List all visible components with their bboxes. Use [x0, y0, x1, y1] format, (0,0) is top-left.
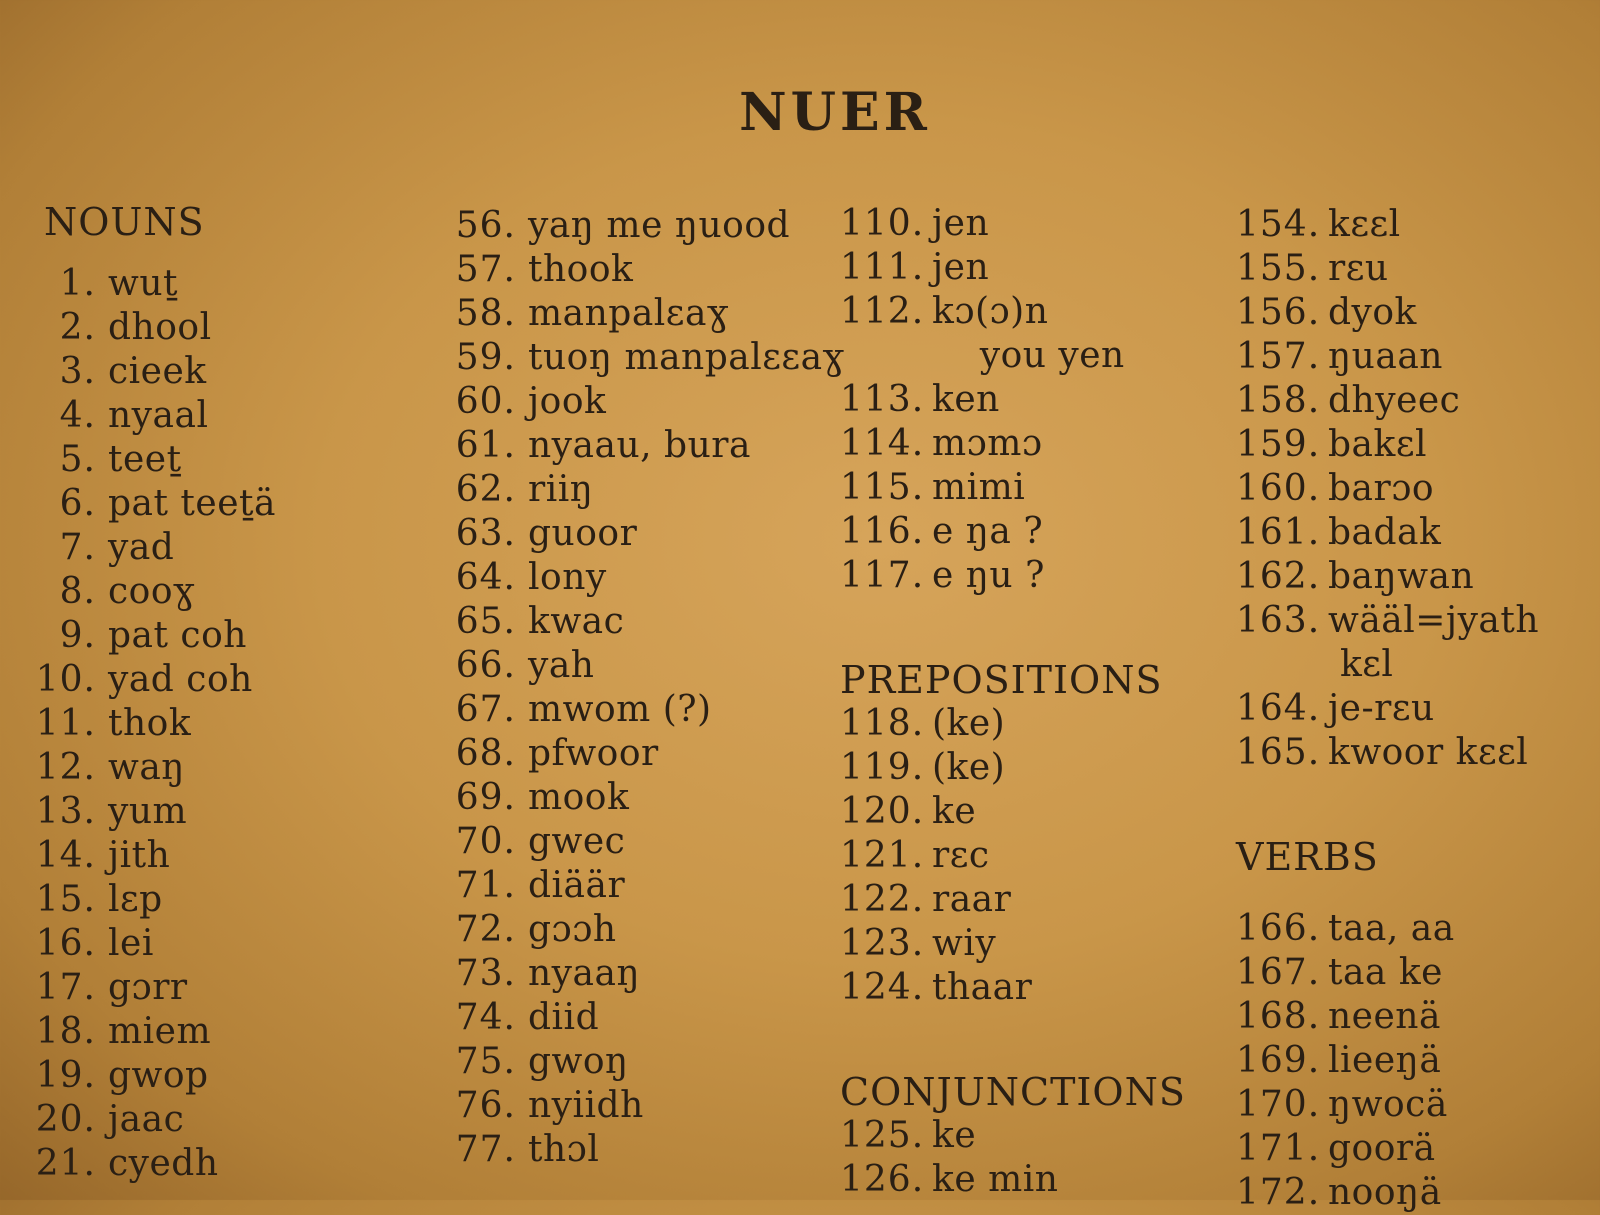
entry-word: pat coh [108, 615, 247, 656]
entry-word: teeṯ [108, 439, 182, 480]
entry-number: 71. [455, 865, 516, 906]
entry-word: dhool [108, 307, 212, 348]
entry-number: 64. [455, 557, 516, 598]
section-heading-prepositions: PREPOSITIONS [840, 658, 1163, 702]
entry-word: cyedh [108, 1143, 219, 1184]
list-item [840, 334, 1186, 378]
entry-word: wuṯ [108, 263, 178, 304]
entry-word: jen [932, 247, 990, 288]
entry-number: 72. [455, 909, 516, 950]
list-item [1236, 379, 1539, 423]
entry-word: yaŋ me ŋuood [528, 205, 791, 246]
entry-number: 168. [1236, 996, 1321, 1037]
list-item [840, 702, 1186, 746]
entry-number: 123. [840, 923, 925, 964]
list-item [436, 908, 845, 952]
list-item [436, 204, 845, 248]
list-item [26, 834, 276, 878]
list-item [1236, 1083, 1539, 1127]
entry-word: pfwoor [528, 733, 659, 774]
entry-number: 114. [840, 423, 925, 464]
word-list [436, 204, 845, 1172]
entry-word: mwom (?) [528, 689, 712, 730]
entry-number: 60. [455, 381, 516, 422]
entry-word: goorä [1328, 1128, 1436, 1169]
entry-number: 8. [59, 571, 96, 612]
list-item [1236, 951, 1539, 995]
entry-number: 125. [840, 1115, 925, 1156]
entry-word: kɛɛl [1328, 204, 1401, 245]
list-item [436, 292, 845, 336]
word-list [840, 702, 1186, 1010]
entry-word: kwoor kɛɛl [1328, 732, 1529, 773]
list-item [436, 424, 845, 468]
list-item [436, 600, 845, 644]
entry-number: 58. [455, 293, 516, 334]
entry-number: 124. [840, 967, 925, 1008]
entry-word: yad coh [108, 659, 253, 700]
entry-number: 155. [1236, 248, 1321, 289]
list-item [436, 996, 845, 1040]
entry-number: 165. [1236, 732, 1321, 773]
entry-word: rɛu [1328, 248, 1389, 289]
entry-word: ŋuaan [1328, 336, 1443, 377]
entry-number: 119. [840, 747, 925, 788]
entry-number: 14. [35, 835, 96, 876]
entry-word: taa ke [1328, 952, 1443, 993]
entry-word: nyaal [108, 395, 209, 436]
entry-number: 9. [59, 615, 96, 656]
list-item [840, 422, 1186, 466]
entry-word: dhyeec [1328, 380, 1461, 421]
list-item [26, 1098, 276, 1142]
list-item [840, 378, 1186, 422]
list-item [840, 922, 1186, 966]
entry-word: diäär [528, 865, 626, 906]
list-item [840, 1114, 1186, 1158]
list-item [436, 820, 845, 864]
entry-word: nyaaŋ [528, 953, 641, 994]
entry-word: wiy [932, 923, 997, 964]
list-item [840, 834, 1186, 878]
entry-number: 157. [1236, 336, 1321, 377]
entry-word: kɔ(ɔ)n [932, 291, 1049, 332]
entry-number: 57. [455, 249, 516, 290]
entry-number: 62. [455, 469, 516, 510]
entry-word: mimi [932, 467, 1026, 508]
entry-number: 5. [59, 439, 96, 480]
entry-number: 59. [455, 337, 516, 378]
entry-word: ke min [932, 1159, 1059, 1200]
entry-word: nooŋä [1328, 1172, 1442, 1213]
entry-word: gɔɔh [528, 909, 617, 950]
list-item [840, 202, 1186, 246]
list-item [1236, 995, 1539, 1039]
list-item [436, 1128, 845, 1172]
column-3 [840, 202, 1186, 1202]
entry-number: 67. [455, 689, 516, 730]
page-title: NUER [739, 82, 931, 143]
entry-word: yad [108, 527, 175, 568]
list-item [840, 878, 1186, 922]
list-item [1236, 687, 1539, 731]
section-heading-conjunctions: CONJUNCTIONS [840, 1070, 1186, 1114]
entry-number: 76. [455, 1085, 516, 1126]
entry-number: 115. [840, 467, 925, 508]
entry-number: 2. [59, 307, 96, 348]
entry-word: (ke) [932, 747, 1006, 788]
list-item [436, 688, 845, 732]
list-item [26, 658, 276, 702]
entry-number: 111. [840, 247, 925, 288]
entry-number: 12. [35, 747, 96, 788]
entry-number: 118. [840, 703, 925, 744]
entry-word: mɔmɔ [932, 423, 1043, 464]
entry-number: 164. [1236, 688, 1321, 729]
entry-word: mook [528, 777, 630, 818]
list-item [840, 1158, 1186, 1202]
section-heading-verbs: VERBS [1236, 835, 1379, 879]
entry-number: 167. [1236, 952, 1321, 993]
entry-number: 113. [840, 379, 925, 420]
entry-number: 16. [35, 923, 96, 964]
list-item [1236, 731, 1539, 775]
entry-number: 68. [455, 733, 516, 774]
list-item [436, 732, 845, 776]
entry-word: je-rɛu [1328, 688, 1435, 729]
list-item [436, 512, 845, 556]
entry-number: 61. [455, 425, 516, 466]
entry-number: 73. [455, 953, 516, 994]
list-item [26, 570, 276, 614]
entry-number: 69. [455, 777, 516, 818]
entry-number: 156. [1236, 292, 1321, 333]
entry-number: 122. [840, 879, 925, 920]
word-list [840, 202, 1186, 598]
list-item [26, 526, 276, 570]
entry-word: ŋwocä [1328, 1084, 1448, 1125]
entry-word: guoor [528, 513, 638, 554]
list-item [436, 248, 845, 292]
list-item [26, 350, 276, 394]
entry-word: gɔrr [108, 967, 188, 1008]
entry-word: miem [108, 1011, 212, 1052]
entry-word: riiŋ [528, 469, 594, 510]
entry-number: 159. [1236, 424, 1321, 465]
list-item [436, 380, 845, 424]
list-item [840, 466, 1186, 510]
entry-number: 120. [840, 791, 925, 832]
entry-word: waŋ [108, 747, 185, 788]
list-item [26, 702, 276, 746]
list-item [840, 290, 1186, 334]
entry-word: jen [932, 203, 990, 244]
list-item [840, 746, 1186, 790]
entry-number: 117. [840, 555, 925, 596]
entry-word: ke [932, 791, 977, 832]
list-item [1236, 511, 1539, 555]
entry-word: nyiidh [528, 1085, 644, 1126]
entry-number: 121. [840, 835, 925, 876]
entry-number: 21. [35, 1143, 96, 1184]
entry-number: 166. [1236, 908, 1321, 949]
entry-number: 19. [35, 1055, 96, 1096]
list-item [26, 482, 276, 526]
word-list [26, 262, 276, 1186]
entry-number: 56. [455, 205, 516, 246]
list-item [436, 468, 845, 512]
entry-number: 110. [840, 203, 925, 244]
entry-word: wääl=jyath [1328, 600, 1540, 641]
list-item [1236, 247, 1539, 291]
entry-number: 154. [1236, 204, 1321, 245]
list-item [1236, 423, 1539, 467]
entry-word: pat teeṯä [108, 483, 276, 524]
entry-number: 65. [455, 601, 516, 642]
entry-number: 163. [1236, 600, 1321, 641]
list-item [1236, 1171, 1539, 1215]
list-item [1236, 335, 1539, 379]
list-item [840, 554, 1186, 598]
entry-number: 70. [455, 821, 516, 862]
list-item [1236, 643, 1539, 687]
entry-number: 3. [59, 351, 96, 392]
list-item [436, 336, 845, 380]
entry-number: 1. [59, 263, 96, 304]
entry-word: thaar [932, 967, 1033, 1008]
list-item [26, 262, 276, 306]
column-4 [1236, 203, 1539, 1215]
list-item [26, 438, 276, 482]
list-item [1236, 467, 1539, 511]
entry-number [1236, 643, 1328, 687]
list-item [26, 614, 276, 658]
entry-word: diid [528, 997, 600, 1038]
entry-number: 7. [59, 527, 96, 568]
list-item [436, 952, 845, 996]
word-list [1236, 907, 1539, 1215]
entry-word: kwac [528, 601, 625, 642]
entry-word: kɛl [1328, 644, 1394, 685]
list-item [436, 1040, 845, 1084]
list-item [26, 1010, 276, 1054]
entry-word: dyok [1328, 292, 1417, 333]
entry-number: 169. [1236, 1040, 1321, 1081]
entry-word: thok [108, 703, 192, 744]
entry-word: manpalɛaɣ [528, 293, 729, 334]
entry-number: 13. [35, 791, 96, 832]
list-item [26, 790, 276, 834]
entry-word: lɛp [108, 879, 163, 920]
entry-word: (ke) [932, 703, 1006, 744]
entry-word: neenä [1328, 996, 1441, 1037]
entry-number: 11. [35, 703, 96, 744]
list-item [1236, 555, 1539, 599]
list-item [1236, 907, 1539, 951]
entry-number: 161. [1236, 512, 1321, 553]
entry-word: thook [528, 249, 634, 290]
entry-number: 4. [59, 395, 96, 436]
entry-word: cieek [108, 351, 207, 392]
entry-number: 10. [35, 659, 96, 700]
entry-word: jith [108, 835, 171, 876]
list-item [26, 966, 276, 1010]
entry-word: ken [932, 379, 1000, 420]
entry-word: nyaau, bura [528, 425, 751, 466]
column-nouns [26, 200, 276, 1186]
list-item [436, 864, 845, 908]
list-item [26, 922, 276, 966]
list-item [26, 1142, 276, 1186]
list-item [26, 878, 276, 922]
entry-word: badak [1328, 512, 1442, 553]
list-item [436, 556, 845, 600]
list-item [840, 966, 1186, 1010]
entry-word: jaac [108, 1099, 185, 1140]
entry-word: raar [932, 879, 1012, 920]
list-item [1236, 599, 1539, 643]
entry-word: lei [108, 923, 154, 964]
entry-word: baŋwan [1328, 556, 1475, 597]
list-item [436, 1084, 845, 1128]
entry-word: thɔl [528, 1129, 600, 1170]
entry-word: e ŋu ? [932, 555, 1045, 596]
entry-number: 170. [1236, 1084, 1321, 1125]
entry-word: cooɣ [108, 571, 196, 612]
word-list [840, 1114, 1186, 1202]
entry-number: 116. [840, 511, 925, 552]
list-item [436, 644, 845, 688]
entry-word: taa, aa [1328, 908, 1455, 949]
list-item [26, 306, 276, 350]
word-list [1236, 203, 1539, 775]
entry-number: 160. [1236, 468, 1321, 509]
list-item [26, 1054, 276, 1098]
entry-word: lony [528, 557, 607, 598]
entry-word: gwoŋ [528, 1041, 629, 1082]
entry-word: bakɛl [1328, 424, 1427, 465]
entry-number: 66. [455, 645, 516, 686]
entry-number: 112. [840, 291, 925, 332]
section-heading-nouns: NOUNS [44, 200, 205, 244]
list-item [1236, 1039, 1539, 1083]
entry-word: jook [528, 381, 607, 422]
list-item [1236, 1127, 1539, 1171]
entry-number: 75. [455, 1041, 516, 1082]
list-item [1236, 203, 1539, 247]
entry-number: 6. [59, 483, 96, 524]
entry-word: you yen [932, 335, 1125, 376]
entry-number: 15. [35, 879, 96, 920]
list-item [26, 394, 276, 438]
column-2 [436, 204, 845, 1172]
entry-word: e ŋa ? [932, 511, 1044, 552]
entry-number: 77. [455, 1129, 516, 1170]
list-item [840, 510, 1186, 554]
list-item [26, 746, 276, 790]
list-item [840, 790, 1186, 834]
entry-word: yah [528, 645, 595, 686]
entry-number: 18. [35, 1011, 96, 1052]
entry-word: lieeŋä [1328, 1040, 1442, 1081]
entry-number: 63. [455, 513, 516, 554]
list-item [436, 776, 845, 820]
entry-number: 171. [1236, 1128, 1321, 1169]
entry-number: 126. [840, 1159, 925, 1200]
entry-number: 74. [455, 997, 516, 1038]
entry-word: yum [108, 791, 188, 832]
entry-word: gwop [108, 1055, 209, 1096]
entry-word: barɔo [1328, 468, 1435, 509]
entry-number [840, 334, 932, 378]
entry-number: 172. [1236, 1172, 1321, 1213]
entry-word: ke [932, 1115, 977, 1156]
entry-number: 20. [35, 1099, 96, 1140]
entry-number: 158. [1236, 380, 1321, 421]
entry-word: gwec [528, 821, 626, 862]
list-item [1236, 291, 1539, 335]
entry-word: tuoŋ manpalɛɛaɣ [528, 337, 845, 378]
list-item [840, 246, 1186, 290]
entry-number: 17. [35, 967, 96, 1008]
entry-number: 162. [1236, 556, 1321, 597]
entry-word: rɛc [932, 835, 990, 876]
